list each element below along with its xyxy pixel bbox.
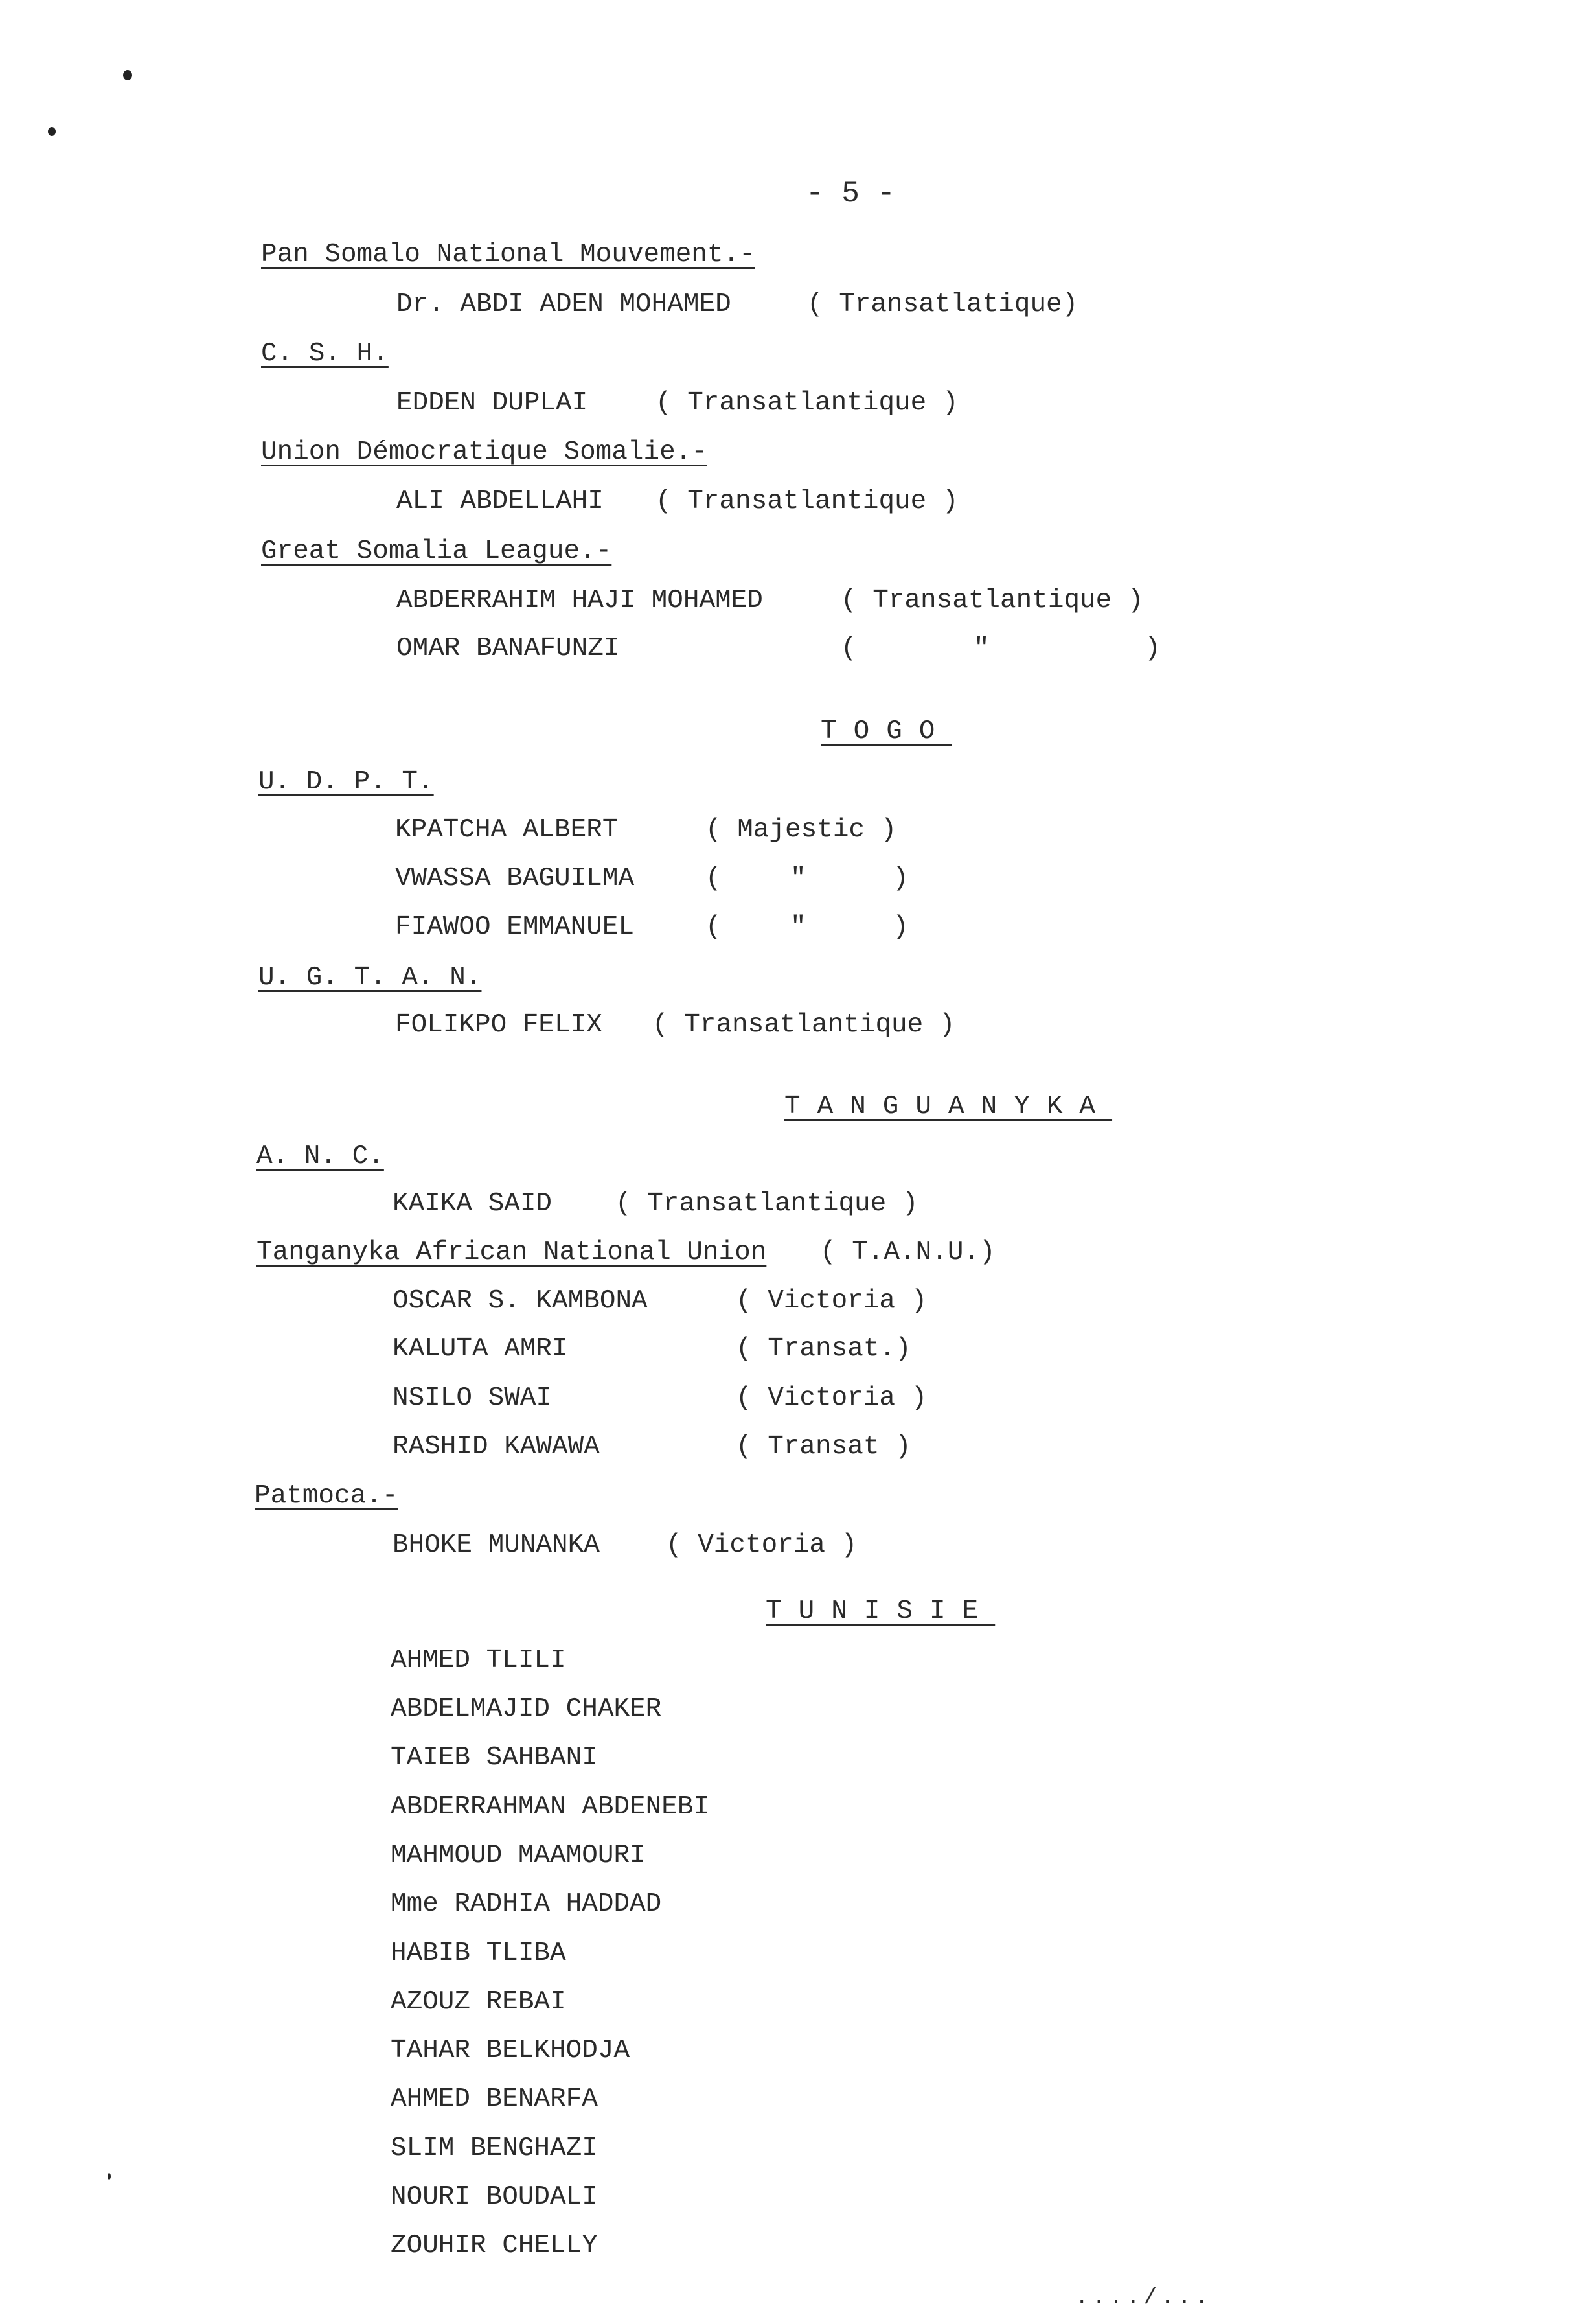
member-name: NSILO SWAI (393, 1383, 553, 1413)
section-title-tunisie: TUNISIE (766, 1596, 996, 1626)
list-item: NOURI BOUDALI (391, 2182, 598, 2212)
list-item: AHMED TLILI (391, 1646, 566, 1675)
list-item: ZOUHIR CHELLY (391, 2231, 598, 2261)
group-heading-csh: C. S. H. (261, 339, 389, 369)
member-name: EDDEN DUPLAI (396, 388, 588, 418)
member-name: KPATCHA ALBERT (395, 815, 619, 845)
member-name: FOLIKPO FELIX (395, 1010, 602, 1040)
hotel-ditto: " (974, 634, 990, 663)
member-name: ALI ABDELLAHI (396, 487, 604, 516)
member-hotel: ( Transat ) (736, 1432, 911, 1462)
hotel-ditto: " (790, 864, 806, 893)
group-heading-tanu-suffix: ( T.A.N.U.) (820, 1237, 996, 1267)
hotel-open-paren: ( (705, 864, 722, 893)
member-name: KALUTA AMRI (393, 1334, 568, 1364)
margin-mark-second (48, 127, 56, 136)
list-item: SLIM BENGHAZI (391, 2134, 598, 2163)
member-hotel: ( Victoria ) (666, 1530, 858, 1560)
hotel-ditto: " (790, 912, 806, 942)
list-item: TAHAR BELKHODJA (391, 2036, 630, 2066)
list-item: AHMED BENARFA (391, 2084, 598, 2114)
section-title-tanganyika: TANGUANYKA (784, 1092, 1113, 1122)
member-name: RASHID KAWAWA (393, 1432, 600, 1462)
member-name: BHOKE MUNANKA (393, 1530, 600, 1560)
group-heading-ugtan: U. G. T. A. N. (258, 963, 482, 993)
member-name: KAIKA SAID (393, 1189, 553, 1219)
list-item: ABDELMAJID CHAKER (391, 1694, 662, 1724)
member-hotel: ( Transat.) (736, 1334, 911, 1364)
member-name: ABDERRAHIM HAJI MOHAMED (396, 586, 763, 616)
member-hotel: ( Transatlantique ) (656, 487, 959, 516)
margin-mark-bottom (108, 2173, 111, 2180)
hotel-open-paren: ( (705, 912, 722, 942)
group-heading-tanu: Tanganyka African National Union (256, 1237, 767, 1267)
hotel-close-paren: ) (893, 864, 909, 893)
member-hotel: ( Transatlantique ) (615, 1189, 918, 1219)
member-hotel: ( Transatlantique ) (652, 1010, 955, 1040)
member-hotel: ( Transatlatique) (807, 290, 1078, 319)
continuation-mark: ..../... (1075, 2286, 1213, 2310)
group-heading-patmoca: Patmoca.- (255, 1481, 398, 1511)
member-hotel: ( Transatlantique ) (841, 586, 1144, 616)
hotel-close-paren: ) (893, 912, 909, 942)
member-name: Dr. ABDI ADEN MOHAMED (396, 290, 731, 319)
member-name: OMAR BANAFUNZI (396, 634, 620, 663)
hotel-open-paren: ( (841, 634, 857, 663)
hotel-close-paren: ) (1145, 634, 1161, 663)
list-item: MAHMOUD MAAMOURI (391, 1841, 646, 1870)
group-heading-union-democratique: Union Démocratique Somalie.- (261, 437, 707, 467)
group-heading-pan-somalo: Pan Somalo National Mouvement.- (261, 240, 755, 270)
member-hotel: ( Majestic ) (705, 815, 897, 845)
section-title-togo: TOGO (821, 717, 952, 746)
member-hotel: ( Victoria ) (736, 1383, 928, 1413)
member-name: OSCAR S. KAMBONA (393, 1286, 648, 1316)
list-item: TAIEB SAHBANI (391, 1743, 598, 1773)
group-heading-udpt: U. D. P. T. (258, 767, 434, 797)
member-name: FIAWOO EMMANUEL (395, 912, 635, 942)
list-item: AZOUZ REBAI (391, 1987, 566, 2017)
member-hotel: ( Victoria ) (736, 1286, 928, 1316)
page-number: - 5 - (806, 177, 896, 211)
member-name: VWASSA BAGUILMA (395, 864, 635, 893)
group-heading-great-somalia: Great Somalia League.- (261, 536, 612, 566)
list-item: HABIB TLIBA (391, 1939, 566, 1968)
margin-mark-top (123, 70, 132, 80)
group-heading-anc: A. N. C. (256, 1142, 384, 1171)
list-item: Mme RADHIA HADDAD (391, 1889, 662, 1919)
member-hotel: ( Transatlantique ) (656, 388, 959, 418)
list-item: ABDERRAHMAN ABDENEBI (391, 1792, 710, 1822)
